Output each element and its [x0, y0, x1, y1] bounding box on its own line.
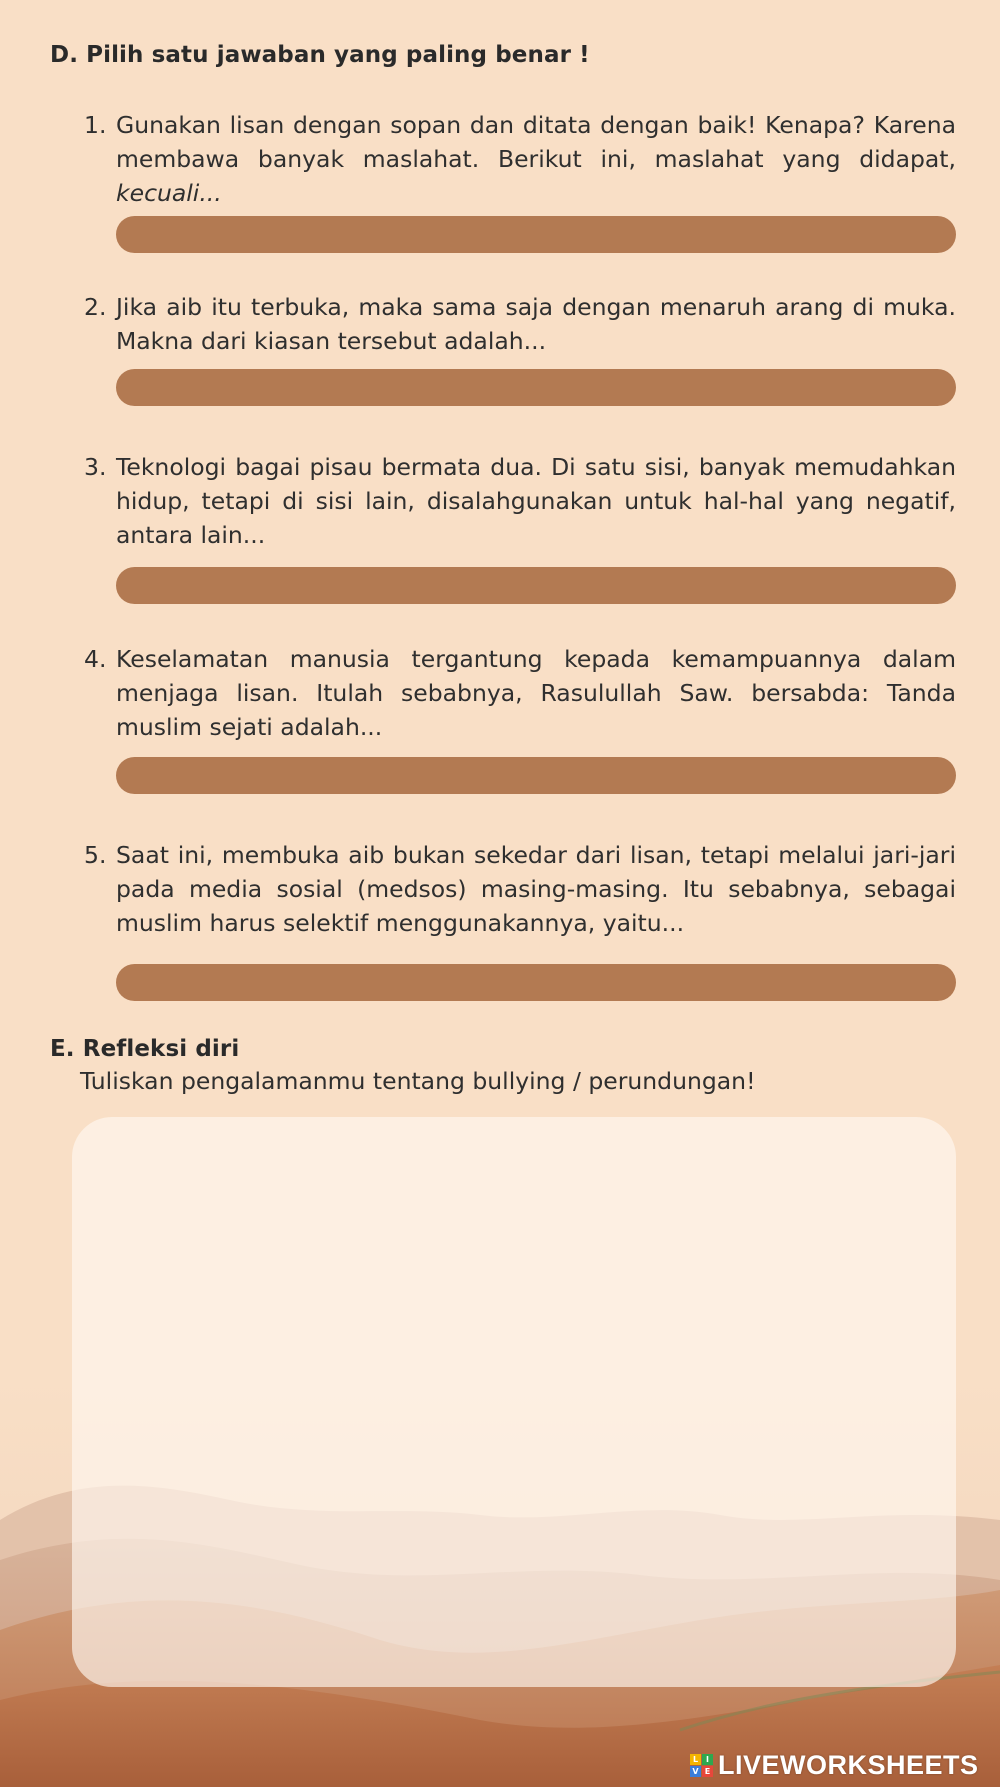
question-text: Keselamatan manusia tergantung kepada kemampuannya dalam menjaga lisan. Itulah sebabnya, Rasulullah Saw. bersabda: Tanda muslim sejati adalah... — [116, 645, 956, 741]
question-text: Jika aib itu terbuka, maka sama saja dengan menaruh arang di muka. Makna dari kiasan tersebut adalah... — [116, 293, 956, 355]
reflection-textarea[interactable] — [72, 1117, 956, 1687]
section-e-title: E. Refleksi diri — [50, 1036, 240, 1062]
question-text-italic: kecuali... — [116, 179, 222, 207]
question-5 — [84, 838, 956, 940]
brand-name: LIVEWORKSHEETS — [718, 1749, 979, 1780]
question-number: 2. — [84, 293, 107, 321]
answer-input-1[interactable] — [116, 216, 956, 253]
logo-tile: V — [690, 1766, 701, 1777]
question-2 — [84, 290, 956, 358]
liveworksheets-brand — [690, 1750, 979, 1780]
answer-input-3[interactable] — [116, 567, 956, 604]
answer-input-5[interactable] — [116, 964, 956, 1001]
question-3 — [84, 450, 956, 552]
question-4 — [84, 642, 956, 744]
question-number: 3. — [84, 453, 107, 481]
question-number: 5. — [84, 841, 107, 869]
logo-tile: I — [702, 1754, 713, 1765]
question-text: Teknologi bagai pisau bermata dua. Di satu sisi, banyak memudahkan hidup, tetapi di sisi lain, disalahgunakan untuk hal-hal yang negatif, antara lain... — [116, 453, 956, 549]
question-number: 1. — [84, 111, 107, 139]
logo-tile: L — [690, 1754, 701, 1765]
question-text: Saat ini, membuka aib bukan sekedar dari lisan, tetapi melalui jari-jari pada media sosial (medsos) masing-masing. Itu sebabnya, sebagai muslim harus selektif menggunakannya, yaitu... — [116, 841, 956, 937]
logo-tile: E — [702, 1766, 713, 1777]
answer-input-4[interactable] — [116, 757, 956, 794]
question-number: 4. — [84, 645, 107, 673]
liveworksheets-logo-icon — [690, 1754, 713, 1777]
answer-input-2[interactable] — [116, 369, 956, 406]
reflection-prompt: Tuliskan pengalamanmu tentang bullying / perundungan! — [80, 1067, 756, 1095]
question-text: Gunakan lisan dengan sopan dan ditata dengan baik! Kenapa? Karena membawa banyak maslahat. Berikut ini, maslahat yang didapat, kecuali... — [116, 111, 956, 207]
question-1 — [84, 108, 956, 210]
section-d-title: D. Pilih satu jawaban yang paling benar ! — [50, 42, 590, 68]
